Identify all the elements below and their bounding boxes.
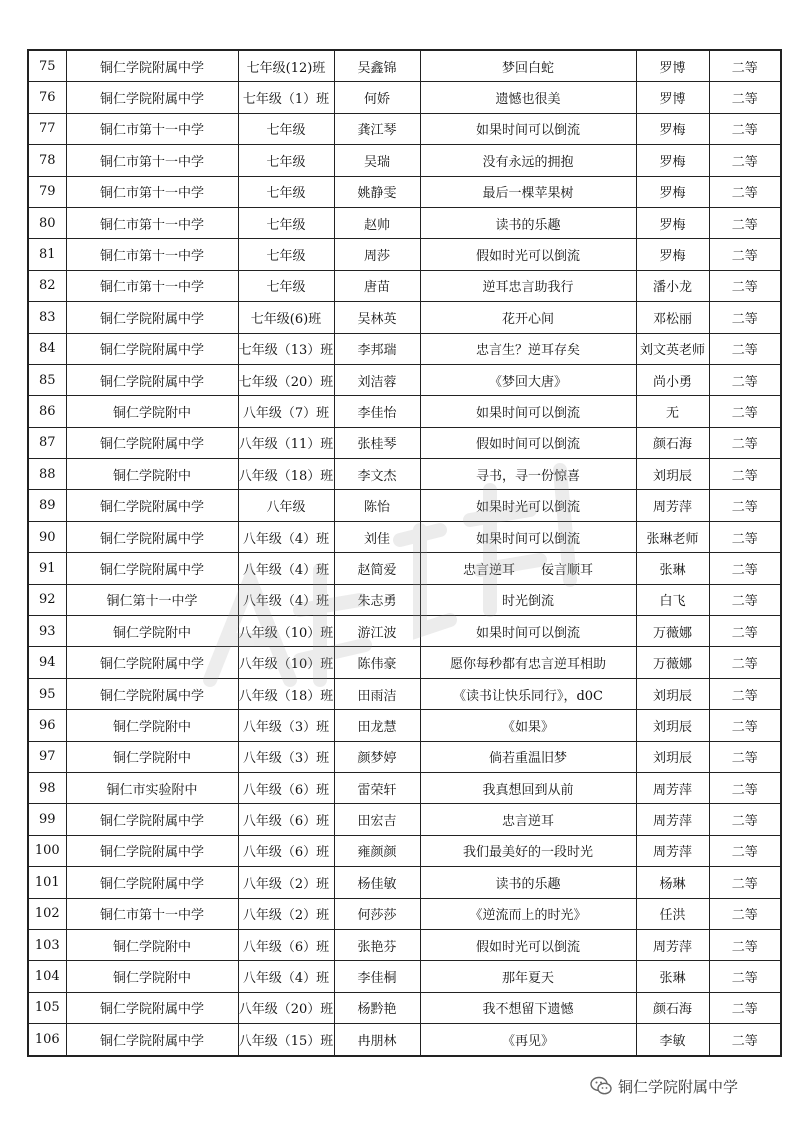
row-number: 100 [28, 835, 66, 866]
class-cell: 八年级（10）班 [238, 616, 334, 647]
student-name-cell: 颜梦婷 [334, 741, 420, 772]
class-cell: 八年级（4）班 [238, 521, 334, 552]
teacher-cell: 周芳萍 [636, 929, 709, 960]
table-row [28, 678, 781, 709]
teacher-cell: 罗博 [636, 50, 709, 82]
class-cell: 八年级（6）班 [238, 835, 334, 866]
table-row [28, 333, 781, 364]
class-cell: 八年级（4）班 [238, 553, 334, 584]
row-number: 81 [28, 239, 66, 270]
table-row [28, 207, 781, 238]
school-cell: 铜仁学院附属中学 [66, 804, 238, 835]
row-number: 106 [28, 1024, 66, 1056]
class-cell: 七年级（20）班 [238, 364, 334, 395]
teacher-cell: 潘小龙 [636, 270, 709, 301]
school-cell: 铜仁学院附属中学 [66, 50, 238, 82]
teacher-cell: 颜石海 [636, 427, 709, 458]
table-row [28, 490, 781, 521]
table-row [28, 270, 781, 301]
class-cell: 七年级 [238, 145, 334, 176]
student-name-cell: 李佳桐 [334, 961, 420, 992]
class-cell: 八年级（2）班 [238, 898, 334, 929]
class-cell: 八年级（18）班 [238, 459, 334, 490]
row-number: 97 [28, 741, 66, 772]
award-level-cell: 二等 [709, 772, 781, 803]
teacher-cell: 刘玥辰 [636, 741, 709, 772]
student-name-cell: 周莎 [334, 239, 420, 270]
award-level-cell: 二等 [709, 992, 781, 1023]
row-number: 84 [28, 333, 66, 364]
table-row [28, 82, 781, 113]
award-level-cell: 二等 [709, 396, 781, 427]
student-name-cell: 吴林英 [334, 302, 420, 333]
essay-title-cell: 忠言生？逆耳存矣 [420, 333, 636, 364]
school-cell: 铜仁学院附属中学 [66, 835, 238, 866]
school-cell: 铜仁学院附中 [66, 616, 238, 647]
award-level-cell: 二等 [709, 113, 781, 144]
row-number: 101 [28, 867, 66, 898]
student-name-cell: 刘佳 [334, 521, 420, 552]
award-level-cell: 二等 [709, 961, 781, 992]
award-level-cell: 二等 [709, 521, 781, 552]
table-row [28, 616, 781, 647]
table-row [28, 521, 781, 552]
table-row [28, 176, 781, 207]
award-level-cell: 二等 [709, 1024, 781, 1056]
class-cell: 八年级（18）班 [238, 678, 334, 709]
essay-title-cell: 《读书让快乐同行》，d0C [420, 678, 636, 709]
student-name-cell: 李佳怡 [334, 396, 420, 427]
teacher-cell: 任洪 [636, 898, 709, 929]
award-level-cell: 二等 [709, 584, 781, 615]
teacher-cell: 周芳萍 [636, 490, 709, 521]
school-cell: 铜仁市第十一中学 [66, 270, 238, 301]
row-number: 91 [28, 553, 66, 584]
school-cell: 铜仁学院附属中学 [66, 678, 238, 709]
table-row [28, 647, 781, 678]
teacher-cell: 周芳萍 [636, 804, 709, 835]
row-number: 105 [28, 992, 66, 1023]
teacher-cell: 无 [636, 396, 709, 427]
student-name-cell: 李邦瑞 [334, 333, 420, 364]
school-cell: 铜仁学院附属中学 [66, 333, 238, 364]
teacher-cell: 颜石海 [636, 992, 709, 1023]
row-number: 89 [28, 490, 66, 521]
school-cell: 铜仁学院附中 [66, 459, 238, 490]
class-cell: 七年级 [238, 239, 334, 270]
student-name-cell: 何娇 [334, 82, 420, 113]
class-cell: 七年级（1）班 [238, 82, 334, 113]
essay-title-cell: 《梦回大唐》 [420, 364, 636, 395]
school-cell: 铜仁学院附属中学 [66, 867, 238, 898]
essay-title-cell: 我不想留下遗憾 [420, 992, 636, 1023]
row-number: 98 [28, 772, 66, 803]
school-cell: 铜仁学院附属中学 [66, 521, 238, 552]
essay-title-cell: 没有永远的拥抱 [420, 145, 636, 176]
award-level-cell: 二等 [709, 333, 781, 364]
student-name-cell: 朱志勇 [334, 584, 420, 615]
award-level-cell: 二等 [709, 741, 781, 772]
essay-title-cell: 如果时间可以倒流 [420, 616, 636, 647]
footer-brand [590, 1072, 738, 1100]
row-number: 90 [28, 521, 66, 552]
row-number: 86 [28, 396, 66, 427]
table-row [28, 804, 781, 835]
teacher-cell: 刘玥辰 [636, 459, 709, 490]
awards-table-body [28, 50, 781, 1056]
essay-title-cell: 读书的乐趣 [420, 207, 636, 238]
row-number: 96 [28, 710, 66, 741]
student-name-cell: 张艳芬 [334, 929, 420, 960]
school-cell: 铜仁学院附属中学 [66, 302, 238, 333]
teacher-cell: 李敏 [636, 1024, 709, 1056]
essay-title-cell: 花开心间 [420, 302, 636, 333]
row-number: 103 [28, 929, 66, 960]
school-cell: 铜仁学院附属中学 [66, 1024, 238, 1056]
school-cell: 铜仁学院附属中学 [66, 82, 238, 113]
essay-title-cell: 最后一棵苹果树 [420, 176, 636, 207]
teacher-cell: 罗博 [636, 82, 709, 113]
essay-title-cell: 如果时间可以倒流 [420, 396, 636, 427]
essay-title-cell: 如果时间可以倒流 [420, 113, 636, 144]
school-cell: 铜仁市第十一中学 [66, 207, 238, 238]
table-row [28, 364, 781, 395]
table-row [28, 772, 781, 803]
essay-title-cell: 假如时光可以倒流 [420, 929, 636, 960]
essay-title-cell: 遗憾也很美 [420, 82, 636, 113]
class-cell: 七年级 [238, 176, 334, 207]
award-level-cell: 二等 [709, 50, 781, 82]
row-number: 94 [28, 647, 66, 678]
class-cell: 八年级（4）班 [238, 584, 334, 615]
essay-title-cell: 《逆流而上的时光》 [420, 898, 636, 929]
row-number: 95 [28, 678, 66, 709]
teacher-cell: 罗梅 [636, 176, 709, 207]
essay-title-cell: 如果时间可以倒流 [420, 521, 636, 552]
row-number: 79 [28, 176, 66, 207]
teacher-cell: 罗梅 [636, 145, 709, 176]
teacher-cell: 张琳 [636, 553, 709, 584]
table-row [28, 835, 781, 866]
student-name-cell: 何莎莎 [334, 898, 420, 929]
row-number: 77 [28, 113, 66, 144]
row-number: 82 [28, 270, 66, 301]
table-row [28, 239, 781, 270]
school-cell: 铜仁学院附属中学 [66, 427, 238, 458]
award-level-cell: 二等 [709, 427, 781, 458]
essay-title-cell: 我们最美好的一段时光 [420, 835, 636, 866]
table-row [28, 929, 781, 960]
table-row [28, 145, 781, 176]
class-cell: 八年级（2）班 [238, 867, 334, 898]
teacher-cell: 张琳 [636, 961, 709, 992]
footer-brand-text: 铜仁学院附属中学 [618, 1077, 739, 1096]
award-level-cell: 二等 [709, 616, 781, 647]
school-cell: 铜仁学院附属中学 [66, 647, 238, 678]
class-cell: 八年级（6）班 [238, 929, 334, 960]
awards-table [27, 49, 782, 1057]
class-cell: 八年级（15）班 [238, 1024, 334, 1056]
student-name-cell: 冉朋林 [334, 1024, 420, 1056]
row-number: 92 [28, 584, 66, 615]
teacher-cell: 周芳萍 [636, 772, 709, 803]
student-name-cell: 雍颜颜 [334, 835, 420, 866]
award-level-cell: 二等 [709, 176, 781, 207]
row-number: 102 [28, 898, 66, 929]
student-name-cell: 田龙慧 [334, 710, 420, 741]
teacher-cell: 杨琳 [636, 867, 709, 898]
teacher-cell: 白飞 [636, 584, 709, 615]
student-name-cell: 李文杰 [334, 459, 420, 490]
award-level-cell: 二等 [709, 490, 781, 521]
teacher-cell: 罗梅 [636, 113, 709, 144]
class-cell: 七年级 [238, 207, 334, 238]
essay-title-cell: 那年夏天 [420, 961, 636, 992]
teacher-cell: 罗梅 [636, 207, 709, 238]
essay-title-cell: 时光倒流 [420, 584, 636, 615]
school-cell: 铜仁市第十一中学 [66, 176, 238, 207]
student-name-cell: 赵简爱 [334, 553, 420, 584]
row-number: 80 [28, 207, 66, 238]
essay-title-cell: 读书的乐趣 [420, 867, 636, 898]
school-cell: 铜仁学院附中 [66, 710, 238, 741]
school-cell: 铜仁学院附中 [66, 741, 238, 772]
school-cell: 铜仁学院附属中学 [66, 490, 238, 521]
table-row [28, 553, 781, 584]
award-level-cell: 二等 [709, 302, 781, 333]
school-cell: 铜仁学院附中 [66, 929, 238, 960]
class-cell: 七年级(6)班 [238, 302, 334, 333]
row-number: 87 [28, 427, 66, 458]
school-cell: 铜仁学院附中 [66, 396, 238, 427]
row-number: 78 [28, 145, 66, 176]
student-name-cell: 杨黔艳 [334, 992, 420, 1023]
award-level-cell: 二等 [709, 459, 781, 490]
student-name-cell: 张桂琴 [334, 427, 420, 458]
row-number: 104 [28, 961, 66, 992]
award-level-cell: 二等 [709, 270, 781, 301]
school-cell: 铜仁第十一中学 [66, 584, 238, 615]
student-name-cell: 游江波 [334, 616, 420, 647]
award-level-cell: 二等 [709, 145, 781, 176]
teacher-cell: 刘玥辰 [636, 678, 709, 709]
school-cell: 铜仁市实验附中 [66, 772, 238, 803]
class-cell: 七年级 [238, 270, 334, 301]
teacher-cell: 万薇娜 [636, 647, 709, 678]
student-name-cell: 田雨洁 [334, 678, 420, 709]
table-row [28, 50, 781, 82]
award-level-cell: 二等 [709, 898, 781, 929]
award-level-cell: 二等 [709, 867, 781, 898]
table-row [28, 427, 781, 458]
essay-title-cell: 寻书，寻一份惊喜 [420, 459, 636, 490]
award-level-cell: 二等 [709, 678, 781, 709]
school-cell: 铜仁学院附中 [66, 961, 238, 992]
student-name-cell: 田宏吉 [334, 804, 420, 835]
teacher-cell: 罗梅 [636, 239, 709, 270]
student-name-cell: 赵帅 [334, 207, 420, 238]
row-number: 85 [28, 364, 66, 395]
essay-title-cell: 梦回白蛇 [420, 50, 636, 82]
table-row [28, 302, 781, 333]
award-level-cell: 二等 [709, 710, 781, 741]
award-level-cell: 二等 [709, 553, 781, 584]
student-name-cell: 杨佳敏 [334, 867, 420, 898]
essay-title-cell: 忠言逆耳 佞言顺耳 [420, 553, 636, 584]
student-name-cell: 龚江琴 [334, 113, 420, 144]
class-cell: 八年级（10）班 [238, 647, 334, 678]
teacher-cell: 尚小勇 [636, 364, 709, 395]
class-cell: 八年级（3）班 [238, 710, 334, 741]
award-level-cell: 二等 [709, 239, 781, 270]
table-row [28, 584, 781, 615]
class-cell: 八年级（11）班 [238, 427, 334, 458]
class-cell: 八年级（20）班 [238, 992, 334, 1023]
student-name-cell: 吴鑫锦 [334, 50, 420, 82]
row-number: 88 [28, 459, 66, 490]
awards-table-container [27, 49, 780, 1057]
row-number: 99 [28, 804, 66, 835]
table-row [28, 1024, 781, 1056]
essay-title-cell: 我真想回到从前 [420, 772, 636, 803]
school-cell: 铜仁市第十一中学 [66, 898, 238, 929]
table-row [28, 710, 781, 741]
teacher-cell: 刘玥辰 [636, 710, 709, 741]
row-number: 93 [28, 616, 66, 647]
class-cell: 八年级（6）班 [238, 772, 334, 803]
essay-title-cell: 《如果》 [420, 710, 636, 741]
school-cell: 铜仁市第十一中学 [66, 113, 238, 144]
table-row [28, 898, 781, 929]
class-cell: 七年级 [238, 113, 334, 144]
school-cell: 铜仁市第十一中学 [66, 145, 238, 176]
essay-title-cell: 逆耳忠言助我行 [420, 270, 636, 301]
student-name-cell: 陈怡 [334, 490, 420, 521]
row-number: 75 [28, 50, 66, 82]
teacher-cell: 周芳萍 [636, 835, 709, 866]
school-cell: 铜仁学院附属中学 [66, 553, 238, 584]
essay-title-cell: 假如时光可以倒流 [420, 239, 636, 270]
award-level-cell: 二等 [709, 647, 781, 678]
award-level-cell: 二等 [709, 804, 781, 835]
student-name-cell: 雷荣轩 [334, 772, 420, 803]
table-row [28, 867, 781, 898]
essay-title-cell: 如果时光可以倒流 [420, 490, 636, 521]
table-row [28, 459, 781, 490]
teacher-cell: 邓松丽 [636, 302, 709, 333]
table-row [28, 113, 781, 144]
class-cell: 八年级（3）班 [238, 741, 334, 772]
class-cell: 八年级（6）班 [238, 804, 334, 835]
essay-title-cell: 倘若重温旧梦 [420, 741, 636, 772]
table-row [28, 992, 781, 1023]
student-name-cell: 陈伟豪 [334, 647, 420, 678]
table-row [28, 396, 781, 427]
school-cell: 铜仁学院附属中学 [66, 992, 238, 1023]
essay-title-cell: 《再见》 [420, 1024, 636, 1056]
table-row [28, 741, 781, 772]
wechat-icon [590, 1076, 612, 1096]
row-number: 83 [28, 302, 66, 333]
award-level-cell: 二等 [709, 364, 781, 395]
teacher-cell: 万薇娜 [636, 616, 709, 647]
student-name-cell: 姚静雯 [334, 176, 420, 207]
class-cell: 七年级（13）班 [238, 333, 334, 364]
table-row [28, 961, 781, 992]
class-cell: 八年级（7）班 [238, 396, 334, 427]
award-level-cell: 二等 [709, 835, 781, 866]
student-name-cell: 吴瑞 [334, 145, 420, 176]
award-level-cell: 二等 [709, 82, 781, 113]
essay-title-cell: 忠言逆耳 [420, 804, 636, 835]
row-number: 76 [28, 82, 66, 113]
class-cell: 八年级 [238, 490, 334, 521]
student-name-cell: 唐苗 [334, 270, 420, 301]
essay-title-cell: 愿你每秒都有忠言逆耳相助 [420, 647, 636, 678]
award-level-cell: 二等 [709, 207, 781, 238]
award-level-cell: 二等 [709, 929, 781, 960]
teacher-cell: 张琳老师 [636, 521, 709, 552]
teacher-cell: 刘文英老师 [636, 333, 709, 364]
student-name-cell: 刘洁蓉 [334, 364, 420, 395]
class-cell: 八年级（4）班 [238, 961, 334, 992]
school-cell: 铜仁学院附属中学 [66, 364, 238, 395]
essay-title-cell: 假如时间可以倒流 [420, 427, 636, 458]
school-cell: 铜仁市第十一中学 [66, 239, 238, 270]
class-cell: 七年级(12)班 [238, 50, 334, 82]
